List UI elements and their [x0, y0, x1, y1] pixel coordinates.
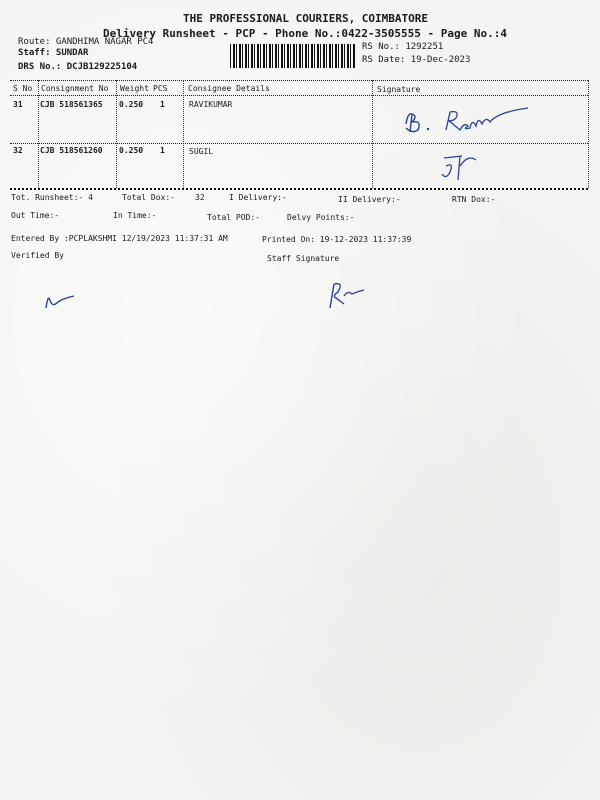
- total-dox-value: 32: [195, 193, 205, 202]
- row-32-signature-image: [438, 150, 498, 186]
- col-sep: [116, 80, 117, 188]
- rtn-dox: RTN Dox:-: [452, 195, 496, 204]
- staff-signature-label: Staff Signature: [267, 254, 340, 263]
- col-header-sno: S No: [13, 84, 33, 93]
- out-time: Out Time:-: [11, 211, 60, 220]
- row-32-consignment: CJB 518561260: [40, 146, 103, 155]
- staff-signature-image: [322, 278, 372, 314]
- col-sep: [372, 80, 373, 188]
- tot-runsheet: Tot. Runsheet:- 4: [11, 193, 93, 202]
- row-31-consignment: CJB 518561365: [40, 100, 103, 109]
- row-31-consignee: RAVIKUMAR: [189, 100, 233, 109]
- col-header-signature: Signature: [377, 85, 421, 94]
- col-sep: [588, 80, 589, 188]
- col-header-consignment: Consignment No: [41, 84, 109, 93]
- row-31-pcs: 1: [160, 100, 165, 109]
- col-header-weight: Weight: [120, 84, 149, 93]
- row-32-sno: 32: [13, 146, 23, 155]
- row-31-rule: [10, 143, 588, 144]
- verified-by-signature-image: [40, 288, 80, 314]
- row-32-weight: 0.250: [119, 146, 144, 155]
- total-pod: Total POD:-: [207, 213, 260, 222]
- barcode: [230, 44, 355, 68]
- total-dox-label: Total Dox:-: [122, 193, 175, 202]
- entered-by: Entered By :PCPLAKSHMI 12/19/2023 11:37:31 AM: [11, 234, 228, 243]
- company-title: THE PROFESSIONAL COURIERS, COIMBATORE: [183, 12, 429, 25]
- ii-delivery: II Delivery:-: [338, 195, 401, 204]
- i-delivery: I Delivery:-: [229, 193, 287, 202]
- row-31-signature-image: [398, 102, 548, 138]
- row-31-sno: 31: [13, 100, 23, 109]
- drs-number: DRS No.: DCJB129225104: [18, 62, 138, 72]
- row-31-weight: 0.250: [119, 100, 144, 109]
- col-header-consignee: Consignee Details: [188, 84, 270, 93]
- totals-rule: [10, 188, 588, 190]
- runsheet-title: Delivery Runsheet - PCP - Phone No.:0422-3505555 - Page No.:4: [103, 27, 507, 40]
- row-32-consignee: SUGIL: [189, 147, 214, 156]
- rs-number: RS No.: 1292251: [362, 42, 444, 52]
- printed-on: Printed On: 19-12-2023 11:37:39: [262, 235, 412, 244]
- rs-date: RS Date: 19-Dec-2023: [362, 55, 471, 65]
- table-top-rule: [10, 80, 588, 81]
- col-header-pcs: PCS: [153, 84, 168, 93]
- col-sep: [38, 80, 39, 188]
- route-label: Route: GANDHIMA NAGAR PC4: [18, 37, 154, 47]
- row-32-pcs: 1: [160, 146, 165, 155]
- header-rule: [10, 95, 588, 96]
- staff-label: Staff: SUNDAR: [18, 48, 89, 58]
- delvy-points: Delvy Points:-: [287, 213, 355, 222]
- col-sep: [183, 80, 184, 188]
- in-time: In Time:-: [113, 211, 157, 220]
- verified-by-label: Verified By: [11, 251, 64, 260]
